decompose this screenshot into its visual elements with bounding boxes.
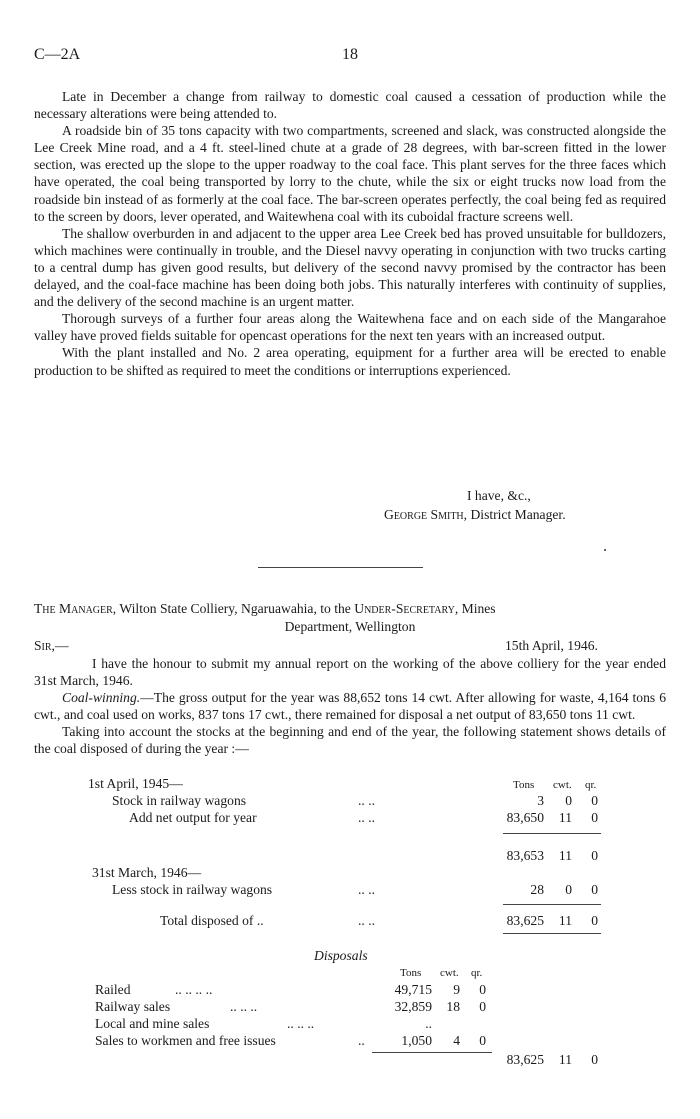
disposal-qr: 0 bbox=[479, 999, 486, 1014]
statement-cwt: 0 bbox=[565, 882, 572, 897]
intro-paragraph: I have the honour to submit my annual report on the working of the above colliery for the year ended 31st March, 1946. bbox=[34, 656, 666, 689]
address-line-1 bbox=[34, 600, 666, 618]
statement-label: Less stock in railway wagons bbox=[112, 882, 273, 897]
statement-leader: .. .. bbox=[358, 793, 375, 808]
statement-label: 1st April, 1945— bbox=[88, 776, 183, 791]
to-title: Under-Secretary bbox=[354, 601, 455, 616]
disposals-total-tons: 83,625 bbox=[506, 1052, 544, 1067]
statement-leader: .. .. bbox=[358, 882, 375, 897]
disposals-rule bbox=[372, 1052, 492, 1053]
col-header-qr: qr. bbox=[471, 967, 483, 979]
statement-leader: .. .. bbox=[358, 913, 375, 928]
stocks-paragraph: Taking into account the stocks at the beginning and end of the year, the following statement shows details of the coal disposed of during the year :— bbox=[34, 724, 666, 757]
disposal-label: Railway sales bbox=[95, 999, 171, 1014]
closing-rule bbox=[503, 933, 601, 934]
disposal-tons: .. bbox=[425, 1016, 432, 1031]
letter1-closing: I have, &c., bbox=[467, 488, 531, 503]
disposals-total-qr: 0 bbox=[591, 1052, 598, 1067]
statement-tons: 83,653 bbox=[506, 848, 544, 863]
disposals-title: Disposals bbox=[314, 948, 368, 963]
statement-qr: 0 bbox=[591, 793, 598, 808]
section-divider bbox=[258, 567, 423, 568]
statement-label: Stock in railway wagons bbox=[112, 793, 247, 808]
statement-total-qr: 0 bbox=[591, 913, 598, 928]
statement-leader: .. .. bbox=[358, 810, 375, 825]
statement-total-label: Total disposed of .. bbox=[160, 913, 264, 928]
letter1-paragraph: With the plant installed and No. 2 area operating, equipment for a further area will be erected to enable production to be shifted as required to meet the conditions or interruptions experienced. bbox=[34, 345, 666, 378]
col-header-cwt: cwt. bbox=[553, 779, 572, 791]
statement-cwt: 11 bbox=[558, 810, 572, 825]
disposal-leader: .. .. .. .. bbox=[175, 982, 213, 997]
statement-tons: 3 bbox=[537, 793, 544, 808]
col-header-tons: Tons bbox=[513, 779, 535, 791]
disposal-label: Sales to workmen and free issues bbox=[95, 1033, 276, 1048]
statement-qr: 0 bbox=[591, 882, 598, 897]
disposal-qr: 0 bbox=[479, 982, 486, 997]
letter1-body bbox=[34, 88, 666, 379]
page-number: 18 bbox=[342, 46, 358, 63]
letter1-signature bbox=[384, 507, 566, 523]
coal-winning-text: —The gross output for the year was 88,652 tons 14 cwt. After allowing for waste, 4,164 tons 6 cwt., and coal used on works, 837 tons 17 cwt., there remained for disposal a net output of 83,650 tons 11 cwt. bbox=[34, 690, 666, 723]
signature-name: George Smith bbox=[384, 507, 464, 522]
to-rest: , Mines bbox=[454, 601, 496, 616]
col-header-qr: qr. bbox=[585, 779, 597, 791]
statement-qr: 0 bbox=[591, 810, 598, 825]
address-line-2: Department, Wellington bbox=[284, 618, 416, 634]
disposal-tons: 49,715 bbox=[394, 982, 432, 997]
letter1-paragraph: Late in December a change from railway to domestic coal caused a cessation of production while the necessary alterations were being attended to. bbox=[34, 89, 666, 122]
disposal-cwt: 9 bbox=[453, 982, 460, 997]
statement-qr: 0 bbox=[591, 848, 598, 863]
total-rule bbox=[503, 904, 601, 905]
statement-total-tons: 83,625 bbox=[506, 913, 544, 928]
disposal-leader: .. .. .. bbox=[287, 1016, 315, 1031]
statement-label: Add net output for year bbox=[129, 810, 257, 825]
disposal-cwt: 4 bbox=[453, 1033, 460, 1048]
disposal-leader: .. .. .. bbox=[230, 999, 258, 1014]
disposals-total-cwt: 11 bbox=[558, 1052, 572, 1067]
statement-cwt: 0 bbox=[565, 793, 572, 808]
statement-total-cwt: 11 bbox=[558, 913, 572, 928]
stray-mark bbox=[604, 549, 606, 551]
disposal-leader: .. bbox=[358, 1033, 365, 1048]
disposal-cwt: 18 bbox=[446, 999, 460, 1014]
from-title: The Manager bbox=[34, 601, 113, 616]
document-reference: C—2A bbox=[34, 46, 81, 63]
letter1-paragraph: The shallow overburden in and adjacent to the upper area Lee Creek bed has proved unsuitable for bulldozers, which machines were continually in trouble, and the Diesel navvy operating in conjunction with two trucks carting to a central dump has given good results, but delivery of the second navvy promised by the contractor has been delayed, and the coal-face machine has been doing both jobs. This naturally interferes with continuity of supplies, and the delivery of the second machine is an urgent matter. bbox=[34, 225, 666, 310]
disposal-qr: 0 bbox=[479, 1033, 486, 1048]
statement-label: 31st March, 1946— bbox=[92, 865, 202, 880]
letter1-paragraph: Thorough surveys of a further four areas along the Waitewhena face and on each side of the Mangarahoe valley have proved fields suitable for opencast operations for the next ten years with an increased output. bbox=[34, 311, 666, 344]
letter2-body bbox=[34, 655, 666, 758]
disposal-tons: 1,050 bbox=[401, 1033, 432, 1048]
disposal-label: Local and mine sales bbox=[95, 1016, 210, 1031]
coal-winning-label: Coal-winning. bbox=[62, 690, 141, 706]
salutation: Sir,— bbox=[34, 638, 69, 653]
statement-cwt: 11 bbox=[558, 848, 572, 863]
disposal-tons: 32,859 bbox=[394, 999, 432, 1014]
statement-tons: 83,650 bbox=[506, 810, 544, 825]
subtotal-rule bbox=[503, 833, 601, 834]
col-header-tons: Tons bbox=[400, 967, 422, 979]
coal-winning-paragraph bbox=[34, 689, 666, 723]
signature-title: , District Manager. bbox=[463, 507, 566, 522]
letter-date: 15th April, 1946. bbox=[505, 638, 598, 653]
disposal-label: Railed bbox=[95, 982, 131, 997]
page-header bbox=[34, 46, 666, 66]
letter2-address bbox=[34, 600, 666, 635]
col-header-cwt: cwt. bbox=[440, 967, 459, 979]
statement-tons: 28 bbox=[530, 882, 544, 897]
from-rest: , Wilton State Colliery, Ngaruawahia, to the bbox=[112, 601, 355, 616]
letter1-paragraph: A roadside bin of 35 tons capacity with two compartments, screened and slack, was constructed alongside the Lee Creek Mine road, and a 4 ft. steel-lined chute at a grade of 28 degrees, with bar-screen fitted in the lower section, was erected up the slope to the upper roadway to the coal face. This plant serves for the three faces which have operated, the coal being transported by lorry to the chute, while the six or eight trucks now load from the roadside bin instead of as formerly at the coal face. The bar-screen operates perfectly, the coal being fed as required to the screen by doors, lever operated, and Waitewhena coal with its cuboidal fracture screens well. bbox=[34, 123, 666, 224]
